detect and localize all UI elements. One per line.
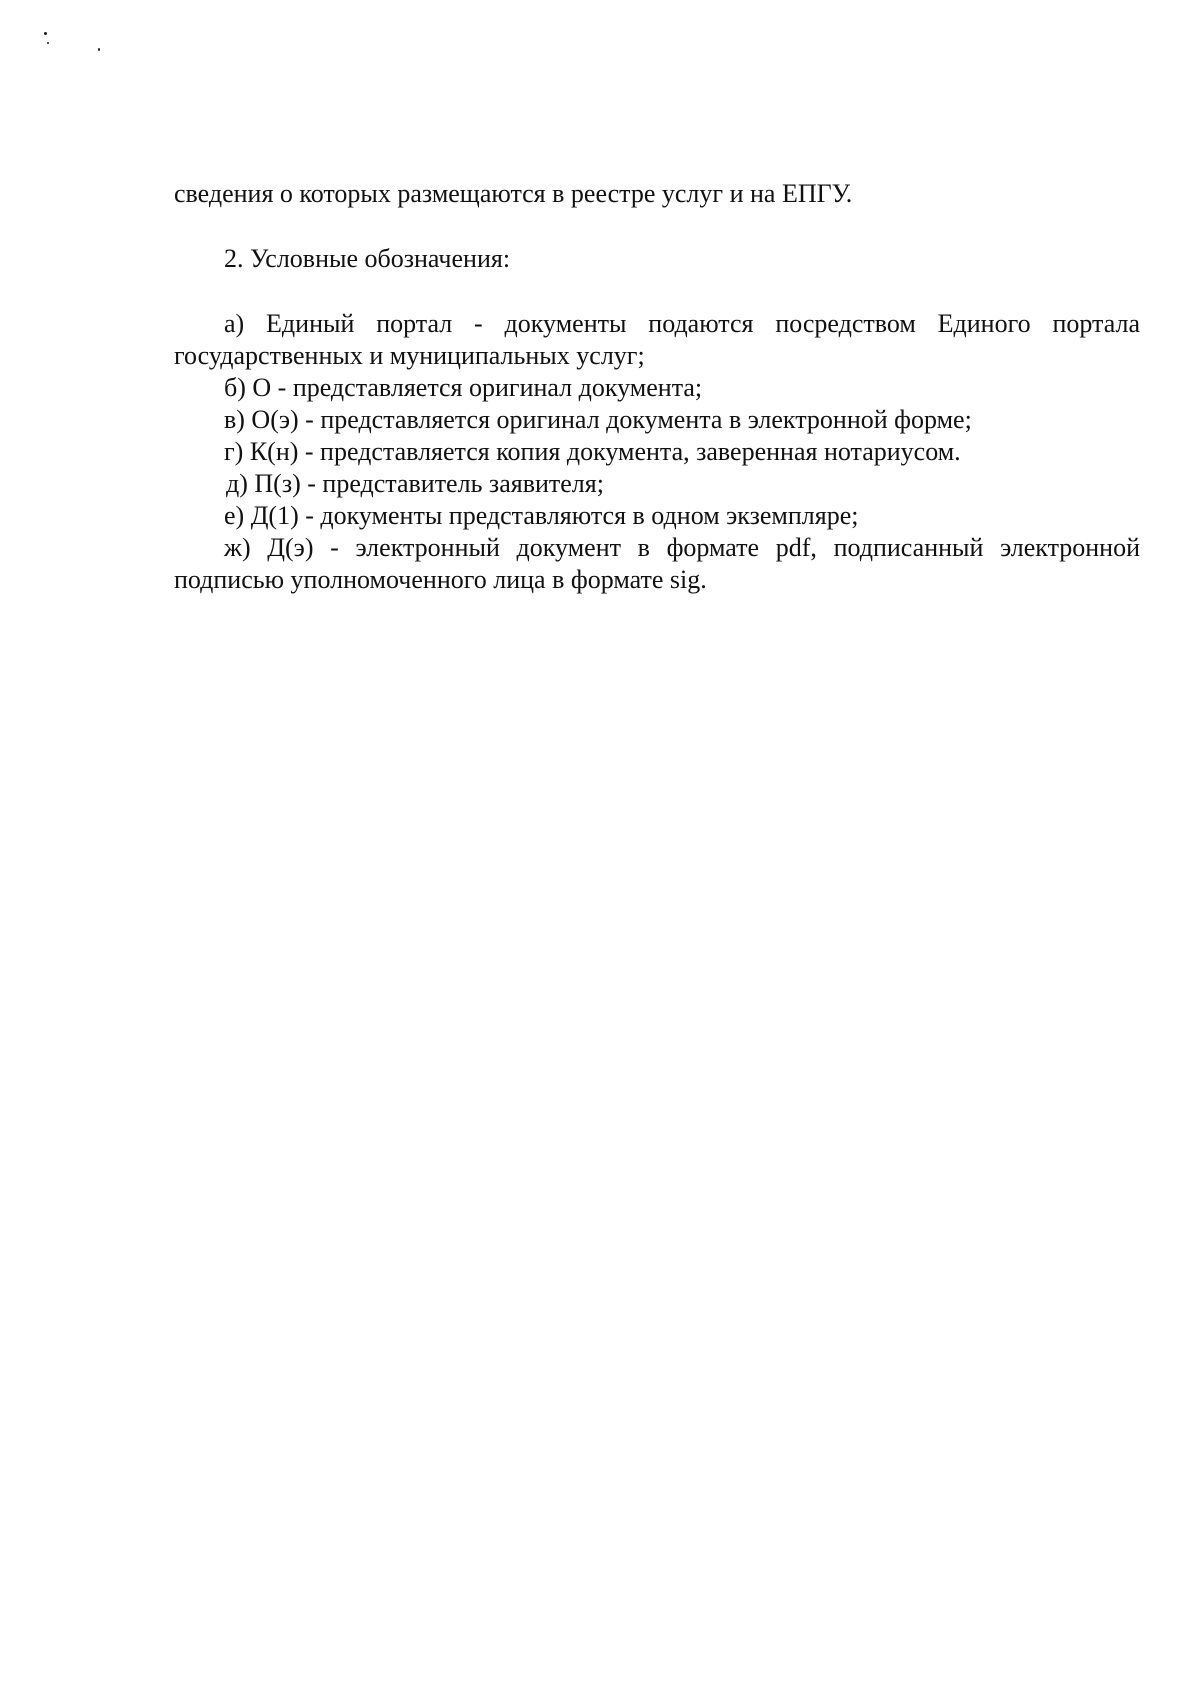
legend-item-d: д) П(з) - представитель заявителя; [226, 469, 604, 498]
scan-speck [47, 42, 49, 44]
document-body [174, 178, 1140, 596]
legend-item-e: е) Д(1) - документы представляются в одном экземпляре; [224, 501, 859, 530]
legend-item-v: в) О(э) - представляется оригинал документа в электронной форме; [224, 405, 972, 434]
legend-item-zh: ж) Д(э) - электронный документ в формате pdf, подписанный электронной подписью уполномоченного лица в формате sig. [174, 533, 1140, 594]
scan-speck [44, 32, 47, 35]
legend-item-g: г) К(н) - представляется копия документа, заверенная нотариусом. [224, 437, 961, 466]
legend-item-b: б) О - представляется оригинал документа; [224, 373, 703, 402]
section-heading: 2. Условные обозначения: [224, 244, 511, 273]
legend-item-a: а) Единый портал - документы подаются посредством Единого портала государственных и муниципальных услуг; [174, 309, 1140, 370]
continuation-text: сведения о которых размещаются в реестре услуг и на ЕПГУ. [174, 179, 853, 208]
scan-speck [98, 48, 100, 51]
